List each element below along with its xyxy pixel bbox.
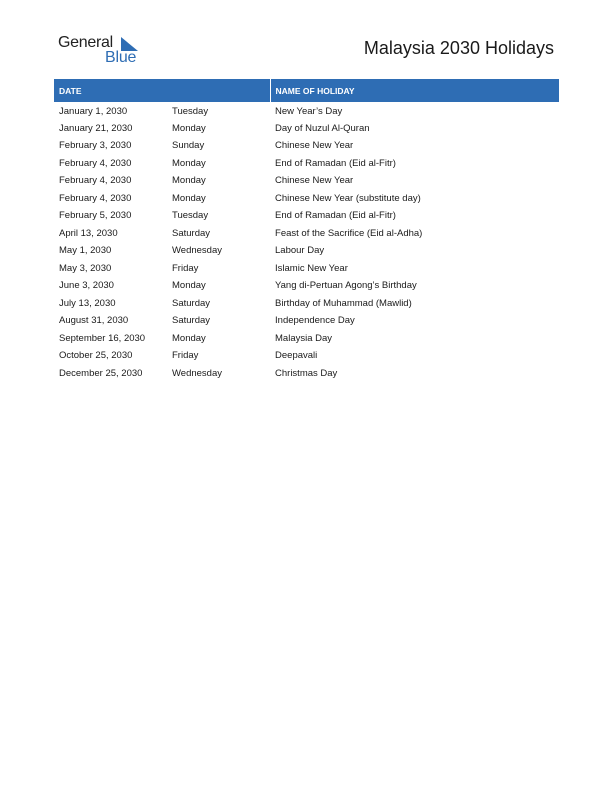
holiday-weekday: Saturday	[172, 227, 211, 239]
holiday-name: Islamic New Year	[275, 262, 348, 274]
holiday-date: April 13, 2030	[59, 227, 118, 239]
table-row	[54, 347, 559, 365]
holiday-date: February 4, 2030	[59, 192, 132, 204]
table-body	[54, 102, 559, 382]
table-row	[54, 312, 559, 330]
holiday-name: End of Ramadan (Eid al-Fitr)	[275, 210, 396, 222]
holiday-weekday: Friday	[172, 350, 199, 362]
holiday-name: Yang di-Pertuan Agong’s Birthday	[275, 280, 417, 292]
holiday-weekday: Monday	[172, 175, 206, 187]
holiday-weekday: Saturday	[172, 297, 211, 309]
page-title: Malaysia 2030 Holidays	[363, 38, 554, 58]
holiday-date: January 1, 2030	[59, 105, 128, 117]
holiday-date: February 4, 2030	[59, 175, 132, 187]
holiday-name: End of Ramadan (Eid al-Fitr)	[275, 157, 396, 169]
holiday-date: February 5, 2030	[59, 210, 132, 222]
holiday-date: May 1, 2030	[59, 245, 112, 257]
holiday-name: Chinese New Year (substitute day)	[275, 192, 421, 204]
holiday-name: Independence Day	[275, 315, 355, 327]
holiday-name: Chinese New Year	[275, 175, 354, 187]
holiday-table	[54, 79, 559, 382]
holiday-date: July 13, 2030	[59, 297, 116, 309]
holiday-name: Birthday of Muhammad (Mawlid)	[275, 297, 412, 309]
holiday-date: May 3, 2030	[59, 262, 112, 274]
holiday-name: New Year’s Day	[275, 105, 343, 117]
table-row	[54, 137, 559, 155]
holiday-name: Christmas Day	[275, 367, 338, 379]
holiday-date: February 3, 2030	[59, 140, 132, 152]
holiday-date: October 25, 2030	[59, 350, 133, 362]
holiday-date: September 16, 2030	[59, 332, 146, 344]
holiday-date: January 21, 2030	[59, 122, 133, 134]
table-row	[54, 190, 559, 208]
table-row	[54, 242, 559, 260]
logo-text-general: General	[58, 34, 113, 51]
table-row	[54, 365, 559, 383]
holiday-date: December 25, 2030	[59, 367, 143, 379]
holiday-weekday: Monday	[172, 122, 206, 134]
holiday-weekday: Wednesday	[172, 245, 222, 257]
holiday-date: February 4, 2030	[59, 157, 132, 169]
table-row	[54, 295, 559, 313]
holiday-weekday: Monday	[172, 280, 206, 292]
holiday-weekday: Tuesday	[172, 105, 209, 117]
holiday-name: Labour Day	[275, 245, 325, 257]
holiday-weekday: Monday	[172, 192, 206, 204]
holiday-name: Chinese New Year	[275, 140, 354, 152]
holiday-weekday: Wednesday	[172, 367, 222, 379]
column-header-date: DATE	[54, 79, 270, 102]
holiday-name: Malaysia Day	[275, 332, 333, 344]
table-row	[54, 155, 559, 173]
holiday-date: June 3, 2030	[59, 280, 114, 292]
holiday-name: Feast of the Sacrifice (Eid al-Adha)	[275, 227, 423, 239]
table-header-row	[54, 79, 559, 102]
holiday-date: August 31, 2030	[59, 315, 129, 327]
generalblue-logo	[58, 34, 148, 68]
table-row	[54, 120, 559, 138]
holiday-weekday: Sunday	[172, 140, 205, 152]
holiday-weekday: Monday	[172, 332, 206, 344]
table-row	[54, 225, 559, 243]
table-row	[54, 102, 559, 120]
holiday-weekday: Saturday	[172, 315, 211, 327]
holiday-weekday: Monday	[172, 157, 206, 169]
table-row	[54, 172, 559, 190]
logo-text-blue: Blue	[105, 49, 137, 66]
table-row	[54, 260, 559, 278]
column-header-name: NAME OF HOLIDAY	[270, 79, 559, 102]
table-row	[54, 207, 559, 225]
holiday-weekday: Tuesday	[172, 210, 209, 222]
holiday-name: Day of Nuzul Al-Quran	[275, 122, 370, 134]
table-row	[54, 330, 559, 348]
holiday-weekday: Friday	[172, 262, 199, 274]
table-row	[54, 277, 559, 295]
holiday-name: Deepavali	[275, 350, 318, 362]
